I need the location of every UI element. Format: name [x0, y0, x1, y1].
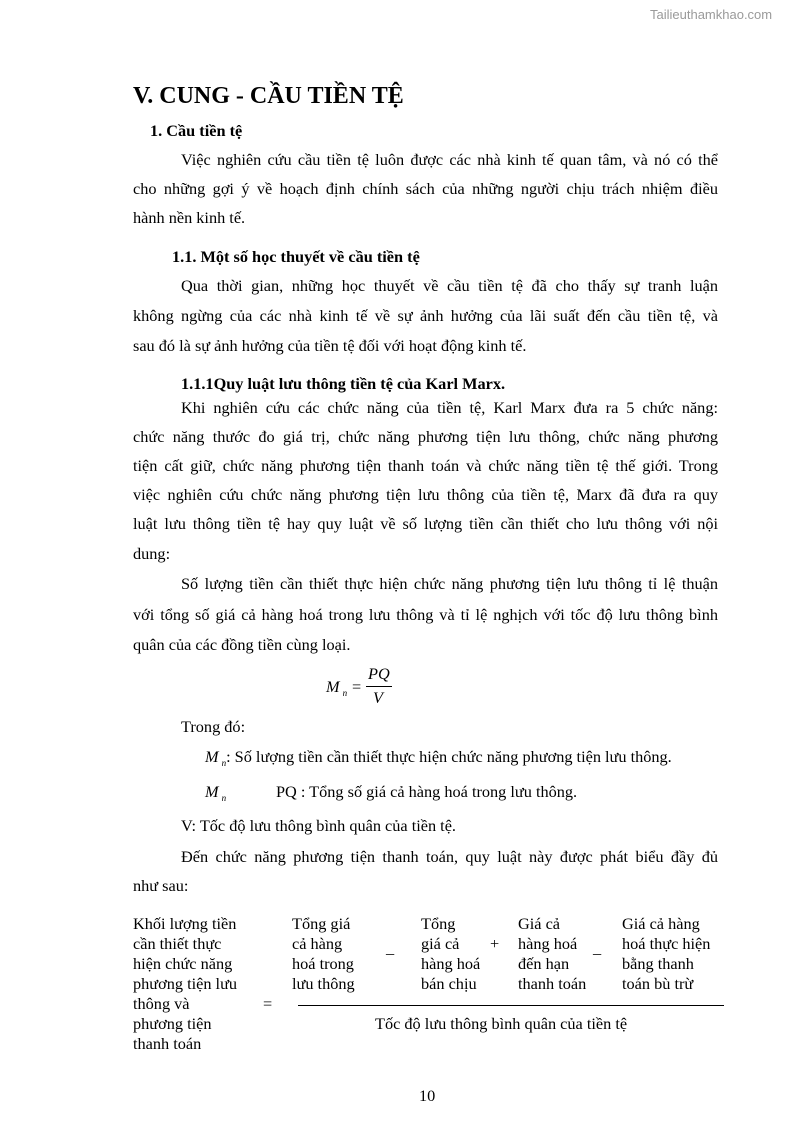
paragraph-line: với tổng số giá cả hàng hoá trong lưu thông và tỉ lệ nghịch với tốc độ lưu thông bình	[133, 605, 718, 624]
paragraph-line: việc nghiên cứu chức năng phương tiện lưu thông của tiền tệ, Marx đã đưa ra quy	[133, 485, 718, 504]
definition-mn-symbol: M $_n$	[205, 782, 227, 803]
paragraph-line: Qua thời gian, những học thuyết về cầu tiền tệ đã cho thấy sự tranh luận	[181, 276, 718, 295]
table-op-minus: _	[593, 938, 602, 957]
table-lhs: Khối lượng tiền cần thiết thực hiện chức năng phương tiện lưu thông và phương tiện thanh toán	[133, 914, 238, 1053]
definition-mn: M $_n$: Số lượng tiền cần thiết thực hiện chức năng phương tiện lưu thông.	[205, 747, 672, 768]
paragraph-line: luật lưu thông tiền tệ hay quy luật về số lượng tiền cần thiết cho lưu thông với nội	[133, 514, 718, 533]
section-title: V. CUNG - CẦU TIỀN TỆ	[133, 83, 404, 109]
definition-v: V: Tốc độ lưu thông bình quân của tiền tệ.	[181, 816, 456, 835]
paragraph-line: quân của các đồng tiền cùng loại.	[133, 635, 351, 654]
table-op-minus: _	[386, 938, 395, 957]
formula-lhs: M	[326, 677, 340, 696]
heading-3: 1.1.1Quy luật lưu thông tiền tệ của Karl Marx.	[181, 374, 506, 393]
table-term-1: Tổng giá cả hàng hoá trong lưu thông	[292, 914, 355, 993]
fraction-bar	[366, 686, 392, 687]
formula-denominator: V	[373, 688, 383, 707]
formula-subscript: n	[342, 688, 348, 698]
paragraph-line: cho những gợi ý về hoạch định chính sách của những người chịu trách nhiệm điều	[133, 179, 718, 198]
formula-numerator: PQ	[368, 664, 390, 683]
paragraph-line: Số lượng tiền cần thiết thực hiện chức năng phương tiện lưu thông tỉ lệ thuận	[181, 574, 718, 593]
paragraph-line: tiện cất giữ, chức năng phương tiện thanh toán và chức năng tiền tệ thế giới. Trong	[133, 456, 718, 475]
where-label: Trong đó:	[181, 717, 246, 736]
table-term-4: Giá cả hàng hoá thực hiện bằng thanh toán bù trừ	[622, 914, 711, 993]
paragraph-line: Khi nghiên cứu các chức năng của tiền tệ, Karl Marx đưa ra 5 chức năng:	[181, 398, 718, 417]
paragraph-line: hành nền kinh tế.	[133, 208, 246, 227]
paragraph-line: chức năng thước đo giá trị, chức năng phương tiện lưu thông, chức năng phương	[133, 427, 718, 446]
table-term-3: Giá cả hàng hoá đến hạn thanh toán	[518, 914, 587, 993]
paragraph-line: không ngừng của các nhà kinh tế về sự ảnh hưởng của lãi suất đến cầu tiền tệ, và	[133, 306, 718, 325]
table-equals: =	[263, 994, 273, 1013]
table-op-plus: +	[490, 934, 500, 953]
paragraph-line: Đến chức năng phương tiện thanh toán, quy luật này được phát biểu đầy đủ	[181, 847, 718, 866]
fraction-bar	[298, 1005, 724, 1006]
heading-1: 1. Cầu tiền tệ	[150, 121, 243, 140]
watermark: Tailieuthamkhao.com	[650, 7, 773, 22]
definition-pq: PQ : Tổng số giá cả hàng hoá trong lưu thông.	[276, 782, 578, 801]
formula-equals: =	[352, 677, 362, 696]
paragraph-line: Việc nghiên cứu cầu tiền tệ luôn được các nhà kinh tế quan tâm, và nó có thể	[181, 150, 718, 169]
page-number: 10	[419, 1086, 436, 1105]
table-term-2: Tổng giá cả hàng hoá bán chịu	[421, 914, 481, 993]
heading-2: 1.1. Một số học thuyết về cầu tiền tệ	[172, 247, 420, 266]
paragraph-line: như sau:	[133, 876, 189, 895]
paragraph-line: dung:	[133, 544, 171, 563]
table-denominator: Tốc độ lưu thông bình quân của tiền tệ	[375, 1014, 628, 1033]
paragraph-line: sau đó là sự ảnh hưởng của tiền tệ đối với hoạt động kinh tế.	[133, 336, 527, 355]
